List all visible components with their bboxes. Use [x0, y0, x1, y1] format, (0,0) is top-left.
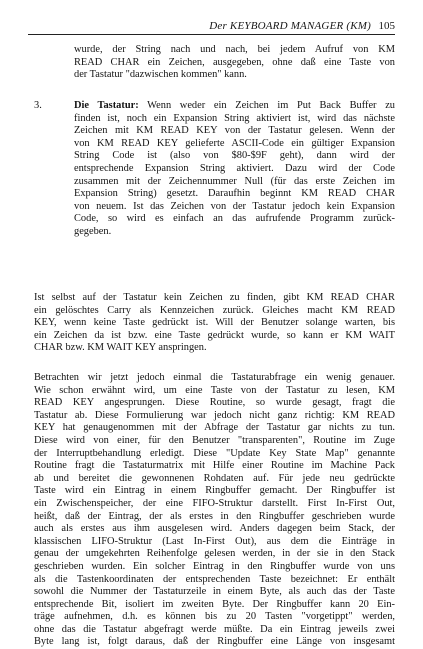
- text-line: Betrachten wir jetzt jedoch einmal die Tastaturabfrage ein wenig genauer.: [34, 372, 395, 383]
- text-line: wurde, der String nach und nach, bei jedem Aufruf von KM: [74, 44, 395, 55]
- text-line: String Code ist (also von $80-$9F geht), dann wird der: [74, 150, 395, 162]
- text-line: Expansion String) gesetzt. Daraufhin beginnt KM READ CHAR: [74, 188, 395, 200]
- text-line: READ CHAR ein Zeichen, ausgegeben, ohne daß eine Taste von: [74, 56, 395, 68]
- continuation-paragraph: [74, 44, 395, 82]
- text-line: klassischen LIFO-Struktur (Last In-First Out), aus dem die Einträge in: [34, 535, 395, 547]
- body-paragraph: [34, 292, 395, 355]
- text-line: Routine fragt die Tastaturmatrix mit Hilfe einer Routine im Machine Pack: [34, 460, 395, 472]
- text-line: heißt, daß der Eintrag, der als erstes in den Ringbuffer geschrieben wurde: [34, 510, 395, 522]
- text-line: gegeben.: [74, 225, 112, 237]
- text-line: auch als erstes aus ihm ausgelesen wird. Anders dagegen beim Stack, der: [34, 523, 395, 535]
- text-line: CHAR bzw. KM WAIT KEY anspringen.: [34, 342, 207, 354]
- text-line: der Tastatur "dazwischen kommen" kann.: [74, 69, 247, 81]
- text-line: von neuem. Ist das Zeichen von der Tastatur jedoch kein Expansion: [74, 200, 395, 212]
- text-line: von KM READ KEY gelieferte ASCII-Code ein gültiger Expansion: [74, 137, 395, 149]
- text-line: ein gelöschtes Carry als Kennzeichen zurück. Gleiches macht KM READ: [34, 304, 395, 316]
- text-line: Code, so wird es einfach an das aufrufende Programm zurück-: [74, 213, 395, 225]
- text-line: der Interruptbehandlung erledigt. Diese "Update Key State Map" genannte: [34, 447, 395, 459]
- text-line: genau der umgekehrten Reihenfolge gelesen werden, in der sie in den Stack: [34, 548, 395, 560]
- text-line: ein Zwischenspeicher, der eine FIFO-Struktur darstellt. First In-First Out,: [34, 497, 395, 509]
- text-line: geschrieben wurden. Ein solcher Eintrag in den Ringbuffer wurde von uns: [34, 560, 395, 572]
- text-line: ein Zeichen da ist bzw. eine Taste gedrückt wurde, so kann er KM WAIT: [34, 329, 395, 341]
- text-line: Ist selbst auf der Tastatur kein Zeichen zu finden, gibt KM READ CHAR: [34, 292, 395, 303]
- running-header: [28, 18, 395, 34]
- body-paragraph: [34, 372, 395, 649]
- list-item-number: 3.: [34, 100, 42, 111]
- text-line: READ KEY angesprungen. Diese Routine, so wurde gesagt, fragt die: [34, 397, 395, 409]
- text-line: träge aufnehmen, d.h. es können bis zu 20 Tasten "vorgetippt" werden,: [34, 611, 395, 623]
- page-number: 105: [378, 20, 395, 32]
- text-line: Zeichen mit KM READ KEY von der Tastatur gelesen. Wenn der: [74, 125, 395, 137]
- header-rule: [28, 34, 395, 35]
- text-line: Diese wird von einer, für den Benutzer "transparenten", Routine im Zuge: [34, 434, 395, 446]
- text-line: entsprechende Bit, isoliert im zweiten Byte. Der Ringbuffer kann 20 Ein-: [34, 598, 395, 610]
- text-line: als die Tastenkoordinaten der entsprechenden Taste bezeichnet: Er enthält: [34, 573, 395, 585]
- text-line: ab und bereitet die gewonnenen Rohdaten auf. Für jede neu gedrückte: [34, 472, 395, 484]
- text-line: Tastatur ab. Diese Formulierung war jedoch nicht ganz richtig: KM READ: [34, 409, 395, 421]
- text-line: finden ist, noch ein Expansion String aktiviert ist, wird das nächste: [74, 112, 395, 124]
- text-line: sowohl die Nummer der Tastaturzeile in einem Byte, als auch das der Taste: [34, 586, 395, 598]
- text-line: Wie schon erwähnt wird, um eine Taste von der Tastatur zu lesen, KM: [34, 384, 395, 396]
- item-lead: Die Tastatur:: [74, 100, 139, 111]
- text-line: KEY hat genaugenommen mit der Abfrage der Tastatur gar nichts zu tun.: [34, 422, 395, 434]
- text-line: [74, 100, 395, 113]
- text-line: entsprechende Expansion String aktiviert. Dazu wird der Code: [74, 162, 395, 174]
- text-line: zusammen mit der Zeichennummer Null (für das erste Zeichen im: [74, 175, 395, 187]
- text-line: Byte lang ist, folgt daraus, daß der Ringbuffer eine Länge von insgesamt: [34, 636, 395, 648]
- text-line: ohne das die Tastatur abgefragt werde müßte. Da ein Eintrag jeweils zwei: [34, 623, 395, 635]
- list-item-paragraph: [74, 100, 395, 239]
- item-lead-rest: Wenn weder ein Zeichen im Put Back Buffer zu: [138, 100, 395, 111]
- text-line: Taste wird ein Eintrag in einem Ringbuffer gemacht. Der Ringbuffer ist: [34, 485, 395, 497]
- chapter-title: Der KEYBOARD MANAGER (KM): [209, 20, 371, 32]
- text-line: KEY, wenn keine Taste gedrückt ist. Will der Benutzer solange warten, bis: [34, 317, 395, 329]
